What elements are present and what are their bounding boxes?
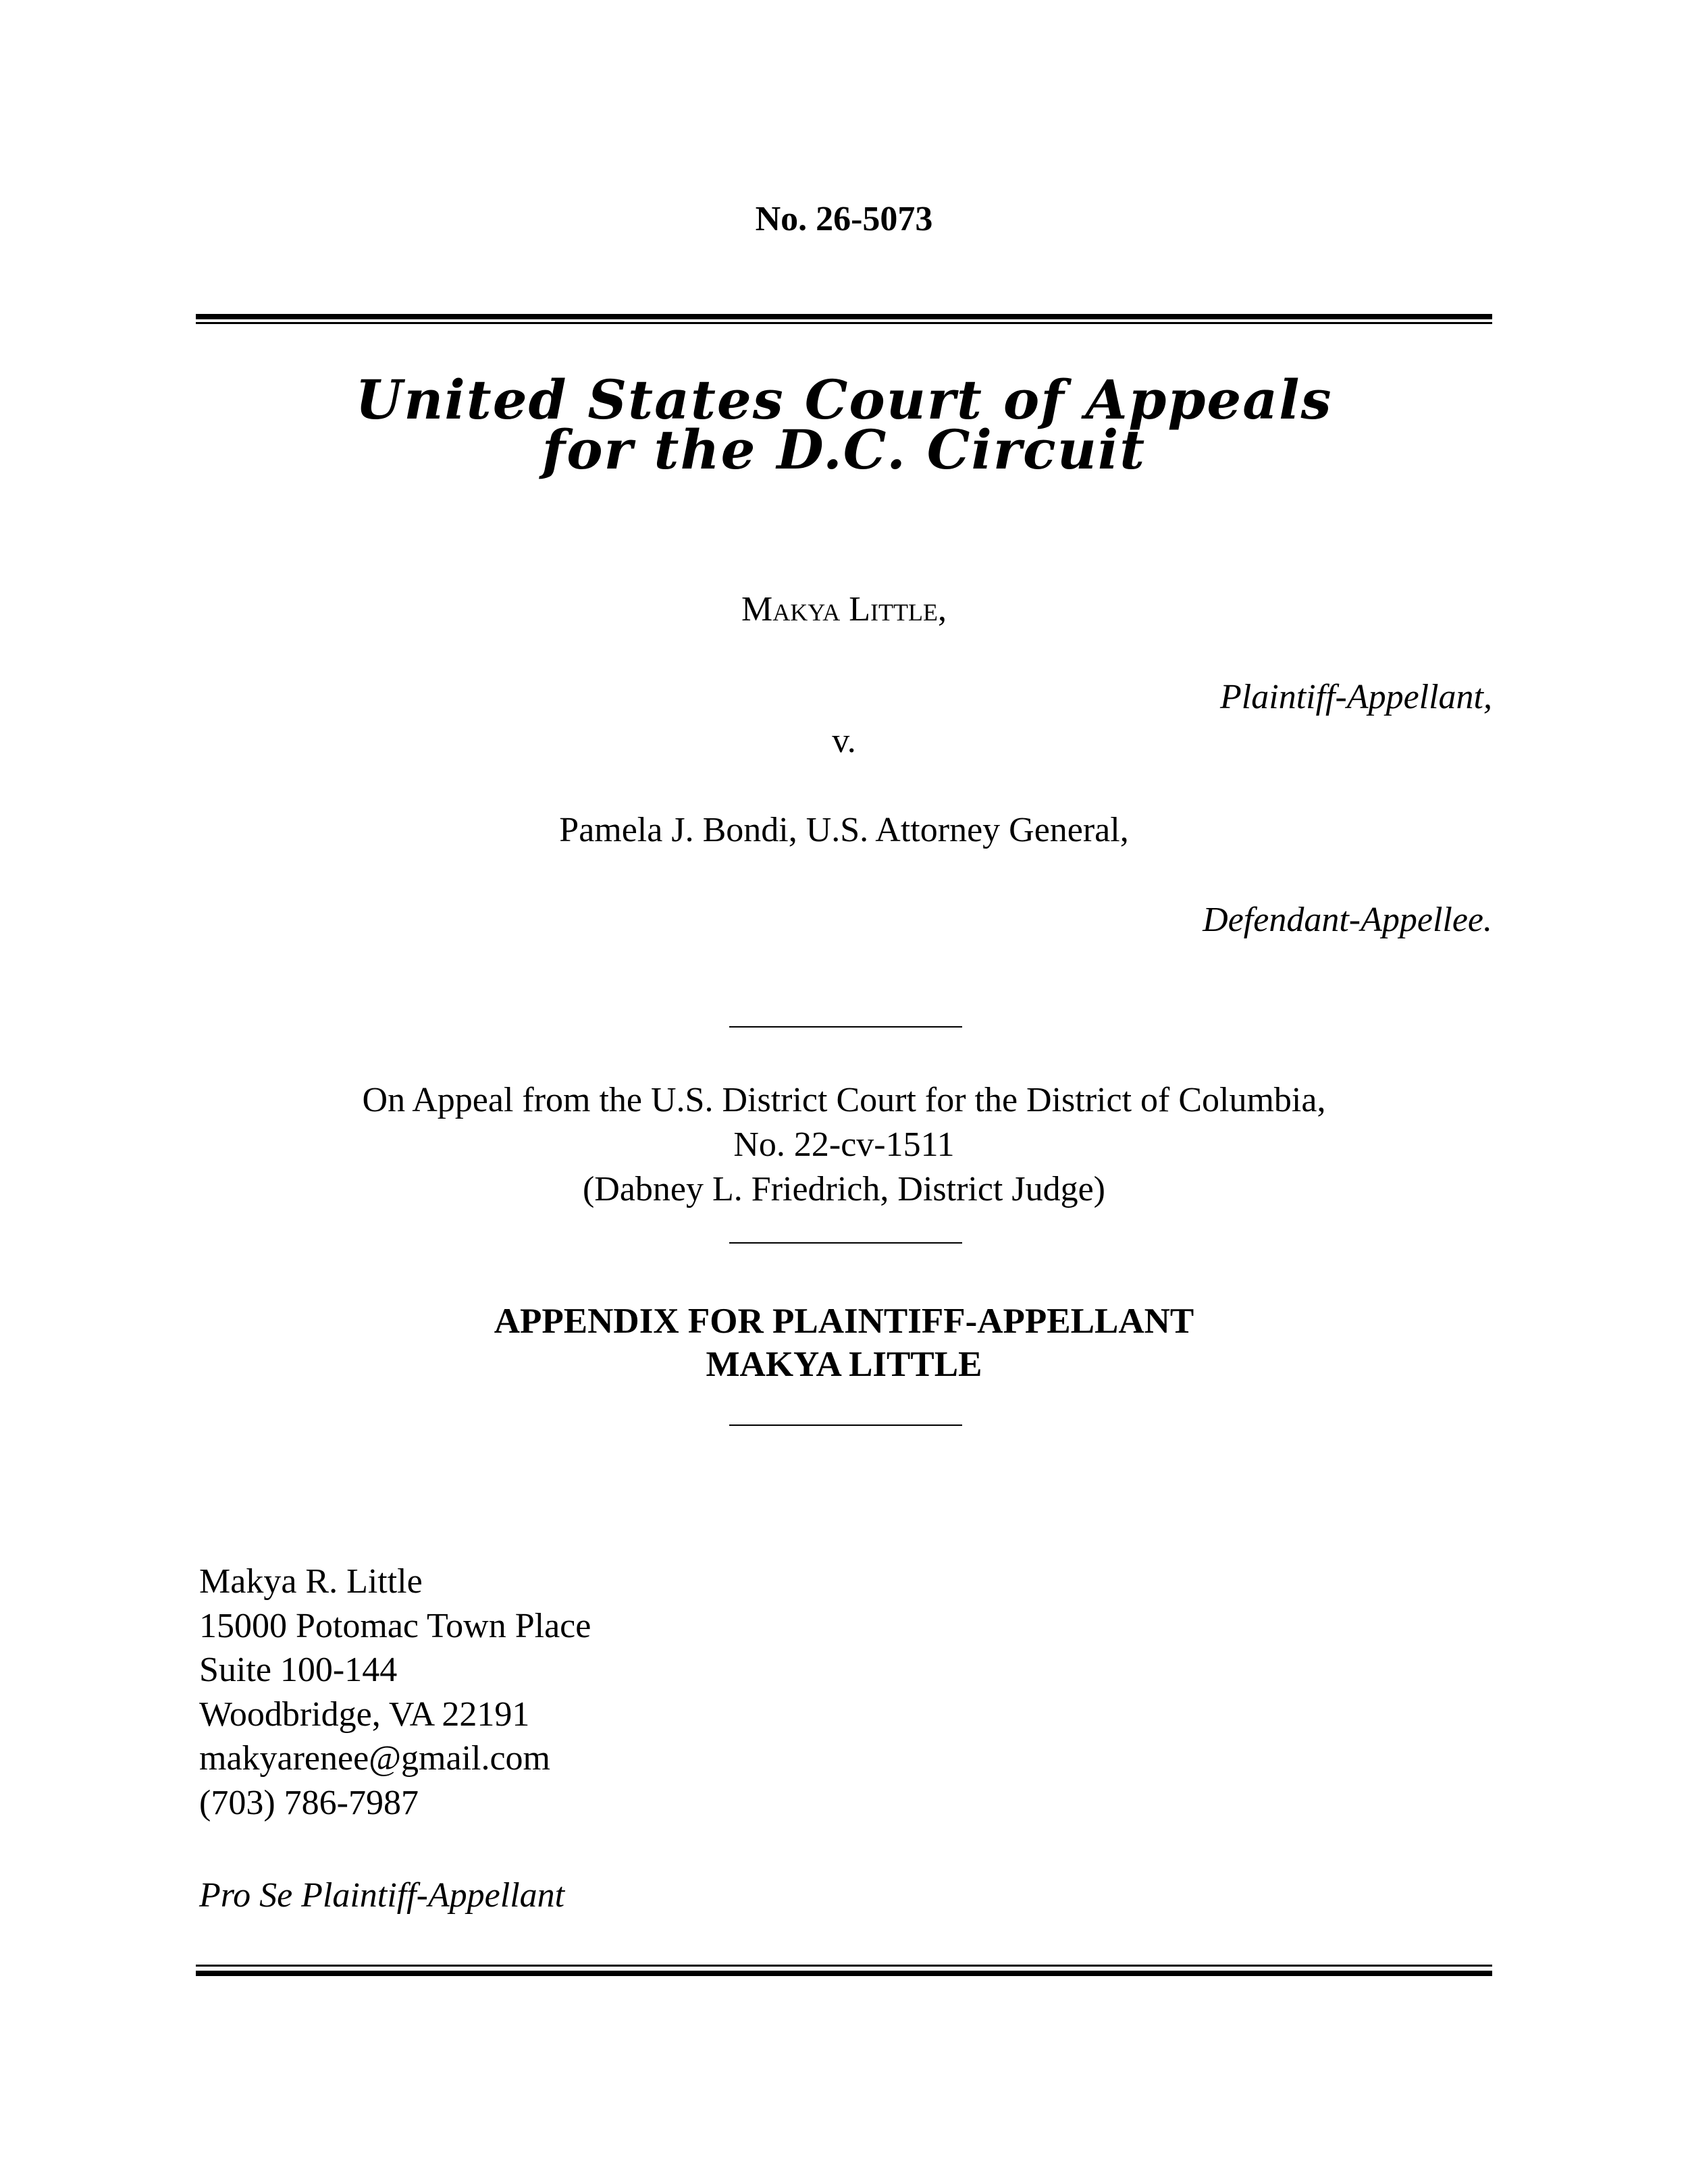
court-title-line-1: United States Court of Appeals xyxy=(355,368,1333,431)
contact-city: Woodbridge, VA 22191 xyxy=(199,1695,530,1734)
top-rule-thin xyxy=(196,322,1492,324)
top-rule-thick xyxy=(196,314,1492,319)
appendix-title xyxy=(0,1300,1688,1386)
bottom-rule-thin xyxy=(196,1965,1492,1967)
defendant-name: Pamela J. Bondi, U.S. Attorney General, xyxy=(559,811,1129,849)
appendix-title-line-2: MAKYA LITTLE xyxy=(706,1345,982,1384)
pro-se-label: Pro Se Plaintiff-Appellant xyxy=(199,1876,565,1915)
court-title-line-2: for the D.C. Circuit xyxy=(542,418,1146,481)
appendix-title-line-1: APPENDIX FOR PLAINTIFF-APPELLANT xyxy=(494,1302,1194,1341)
separator-rule-2 xyxy=(729,1242,962,1244)
contact-email: makyarenee@gmail.com xyxy=(199,1739,550,1778)
versus-label: v. xyxy=(832,722,856,760)
contact-name: Makya R. Little xyxy=(199,1562,423,1601)
appeal-info xyxy=(0,1078,1688,1212)
separator-rule-3 xyxy=(729,1424,962,1426)
contact-street: 15000 Potomac Town Place xyxy=(199,1606,591,1645)
bottom-rule-thick xyxy=(196,1971,1492,1976)
defendant-role: Defendant-Appellee. xyxy=(1203,901,1492,939)
court-title xyxy=(0,368,1688,481)
contact-phone: (703) 786-7987 xyxy=(199,1783,419,1822)
appeal-line-3: (Dabney L. Friedrich, District Judge) xyxy=(582,1170,1105,1208)
case-number: No. 26-5073 xyxy=(755,200,933,238)
appeal-line-1: On Appeal from the U.S. District Court for the District of Columbia, xyxy=(362,1081,1326,1119)
separator-rule-1 xyxy=(729,1026,962,1028)
contact-block xyxy=(199,1560,591,1825)
contact-suite: Suite 100-144 xyxy=(199,1651,398,1689)
appeal-line-2: No. 22-cv-1511 xyxy=(733,1125,955,1164)
plaintiff-name: Makya Little, xyxy=(741,590,947,629)
plaintiff-role: Plaintiff-Appellant, xyxy=(1220,678,1492,716)
